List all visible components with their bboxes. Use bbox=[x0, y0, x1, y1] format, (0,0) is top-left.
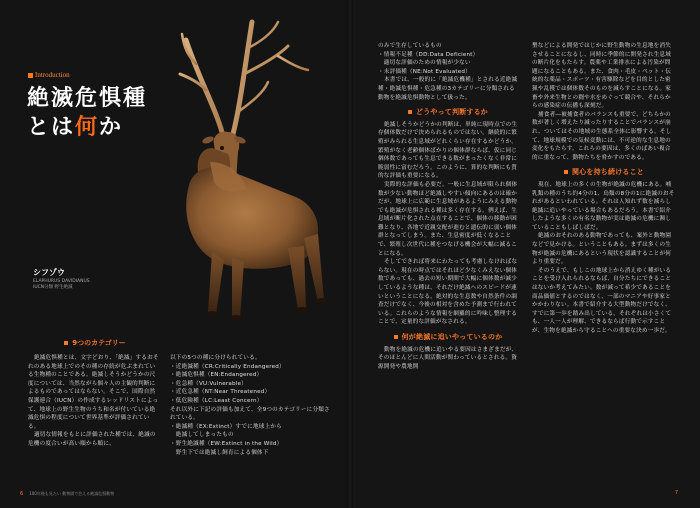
left-section-heading-text: 9つのカテゴリー bbox=[72, 339, 126, 347]
right-col1-paragraph: そしてできれば将来にわたっても考慮しなければならない。現在の時点ではそれほど少なくみえない個体数であっても、過去の短い期間で大幅に個体数が減少しているような種は、それだけ絶滅へのスピードが速いということになる。絶対的な生息数や自然条件の調査だけでなく、今後の相対を含めた予測まで行われている。これらのような情報を網羅的に吟味し整理することで、定量的な評価がなされる。 bbox=[378, 259, 518, 326]
right-col1-paragraph: 絶滅しそうかどうかの判断は、単純に現時点での生存個体数だけで決められるものではない。継続的に繁殖がみられる生息域がどれくらい存在するかどうか。繁殖がなく老齢個体ばかりの個体群ならば、仮に同じ個体数であっても生息できる数がまったくなく非常に脆弱性に富むだろう。このように、算的な判断にも質的な評価も重要になる。 bbox=[378, 121, 518, 180]
caption-latin: ELAPHURUS DAVIDIANUS bbox=[33, 279, 90, 284]
category-item: 適切な評価のための情報が少ない bbox=[378, 60, 471, 67]
right-column-2 bbox=[532, 42, 676, 336]
category-item: ・絶滅危惧種（EN:Endangered） bbox=[170, 372, 263, 379]
caption-name: シフゾウ bbox=[33, 268, 65, 277]
extinct-item: 野生下では絶滅し飼育による個体下 bbox=[170, 449, 269, 456]
running-title: 100年後も見たい 動物園で会える絶滅危惧動物 bbox=[29, 491, 115, 496]
title-line-2-post: か bbox=[99, 114, 124, 140]
deer-photo bbox=[128, 12, 328, 332]
category-item: ・情報不足種（DD:Data Deficient） bbox=[378, 51, 479, 58]
title-line-2-accent: 何 bbox=[75, 114, 100, 140]
right-col1-paragraph: 本書では、一般的に「絶滅危機種」とされる近絶滅種・絶滅危惧種・危急種の3カテゴリーに分類される動物を絶滅危惧動物として扱った。 bbox=[378, 77, 518, 101]
category-item: のみで生存しているもの bbox=[378, 43, 442, 49]
section-heading-interest-text: 関心を持ち続けること bbox=[572, 168, 644, 177]
title-line-1: 絶滅危惧種 bbox=[27, 85, 148, 111]
category-item: ・低危険種（LC:Least Concern） bbox=[170, 397, 263, 404]
section-heading-interest bbox=[532, 168, 676, 177]
extinct-list bbox=[170, 423, 330, 457]
left-col2-intro: 以下の5つの種に分けられている。 bbox=[170, 355, 261, 361]
right-col1-paragraph: 実際的な評価も必要だ。一般に生息域が限られ個体数が少ない動物ほど絶滅しやすい傾向にあるのは確かだが、地球上に広範に生息域があるようにみえる動物でも絶滅が危惧される種は多く存在する。例えば、生息域が断片化された点在することで、個体の移動が困難となり、各地で近親交配が進むと遺伝的に弱い個体群となってしまう。また、生息密度が低くなることで、繁殖し次世代に種をつなげる機会が大幅に減ることになる。 bbox=[378, 181, 518, 257]
category-list-continued bbox=[378, 42, 518, 76]
extinct-item: 絶滅してしまったもの bbox=[170, 432, 234, 439]
heading-marker-icon bbox=[64, 341, 68, 345]
right-col2-paragraph: そのうえで、もしこの地球上から消えゆく種がいることを受け入れられるならば、自分たちにできることはないか考えてみたい。数が減って希少であることを商品価値とするのではなく、一部のマニアや好事家とかかわりない。本書で紹介する大型動物だけでなく、すでに第一歩を踏み出している。それぞれは小さくても、一人一人が理解、できるならば行動で示すことが、生物を絶滅から守ることへの重要な決め一歩だ。 bbox=[532, 267, 672, 334]
right-column-1 bbox=[378, 42, 518, 371]
category-item: ・未評価種（NE:Not Evaluated） bbox=[378, 68, 471, 75]
caption-status: IUCN分類 野生絶滅 bbox=[33, 285, 73, 290]
intro-marker-icon bbox=[28, 73, 33, 78]
intro-label bbox=[28, 71, 70, 79]
left-col2-mid: それ以外に下記の評価も加えて、全9つのカテゴリーに分類されている。 bbox=[170, 406, 330, 422]
right-col1-paragraph: 動物を絶滅の危機に追いやる要因はさまざまだが、そのほとんどに人間活動が関わっているとされる。資源開発や農地開 bbox=[378, 346, 518, 370]
right-col2-paragraph: 捕食者―被捕食者のバランスも重要で、どちらかの数が著しく増えたり減ったりすることでバランスが崩れ、ついてはその地域の生態系全体に影響する。そして、地球規模での気候変動には、不可逆的な生息地の変化をもたらす。これらの要因は、多くのばあい複合的に重なって、動物たちを脅かすのである。 bbox=[532, 111, 672, 161]
extinct-item: ・野生絶滅種（EW:Extinct in the Wild） bbox=[170, 440, 283, 447]
section-heading-judge-text: どうやって判断するか bbox=[416, 108, 488, 117]
right-col2-paragraph: 現在、地球上の多くの生物が絶滅の危機にある。哺乳類の種のうち約4分の1、鳥類の8分の1に絶滅のおそれがあるといわれている。それは人知れず数を減らし絶滅に追いやっている場合もあるだろう。本書で紹介したような多くの有名な動物が実は絶滅の危機に瀕していることもしばしばだ。 bbox=[532, 181, 675, 231]
category-item: ・危急種（VU:Vulnerable） bbox=[170, 380, 247, 387]
category-item: ・近絶滅種（CR:Critically Endangered） bbox=[170, 363, 285, 370]
heading-marker-icon bbox=[408, 110, 412, 114]
heading-marker-icon bbox=[394, 335, 398, 339]
right-col2-paragraph: 墾などによる開発ではじかに野生動物の生息地を消失させることになるし、同時に季節的に開発され生息域の断片化をもたらす。農薬や工業排水による汚染が問題になることもある。また、食肉・毛皮・ペット・伝統的な薬品・スポーツ・有害駆除などを目的とした密猟や乱獲では個体数そのものを減らすことになる。家畜や外来生物との闘や水をめぐって競合や、それらからの感染症の伝播も深刻だ。 bbox=[532, 43, 672, 110]
left-column-2 bbox=[170, 354, 330, 457]
section-heading-causes-text: 何が絶滅に追いやっているのか bbox=[401, 333, 503, 341]
left-section-heading bbox=[40, 338, 150, 348]
left-column-1 bbox=[28, 354, 160, 449]
section-heading-causes bbox=[378, 333, 518, 342]
intro-label-text: Introduction bbox=[35, 71, 70, 79]
pere-david-deer-illustration bbox=[128, 12, 328, 332]
caption-details bbox=[33, 279, 93, 291]
heading-marker-icon bbox=[564, 170, 568, 174]
left-col1-paragraph: 絶滅危惧種とは、文字どおり、「絶滅」するおそれのある地球上でのその種の存続が危ぶまれている生物種のことである。絶滅しそうかどうかの尺度については、当然ながら個々人の主観的判断によるものであってはならない。そこで、国際自然保護連合（IUCN）の作成するレッドリストによって、地球上の野生生物のうち和名が付いている絶滅危惧の程度について世界基準が評価されている。 bbox=[28, 355, 159, 430]
page-number-right: 7 bbox=[674, 490, 678, 496]
category-item: ・近危急種（NT:Near Threatened） bbox=[170, 389, 271, 396]
page-number-left: 6 bbox=[20, 491, 24, 497]
section-heading-judge bbox=[378, 108, 518, 117]
title-line-2-pre: とは bbox=[27, 114, 76, 140]
gutter bbox=[347, 0, 353, 508]
right-col2-paragraph: 絶滅のおそれのある動物であっても、案外と動物園などで見かける。ということもある。まずは多くの生物が絶滅の危機にあるという現状を認識することが何より重要だ。 bbox=[532, 233, 672, 266]
extinct-item: ・絶滅種（EX:Extinct）すでに地球上から bbox=[170, 423, 282, 430]
category-list bbox=[170, 363, 330, 406]
left-col1-paragraph: 適切な情報をもとに評価された種では、絶滅の危機の度合いが高い順から順に、 bbox=[28, 432, 156, 447]
footer-left bbox=[20, 491, 114, 497]
